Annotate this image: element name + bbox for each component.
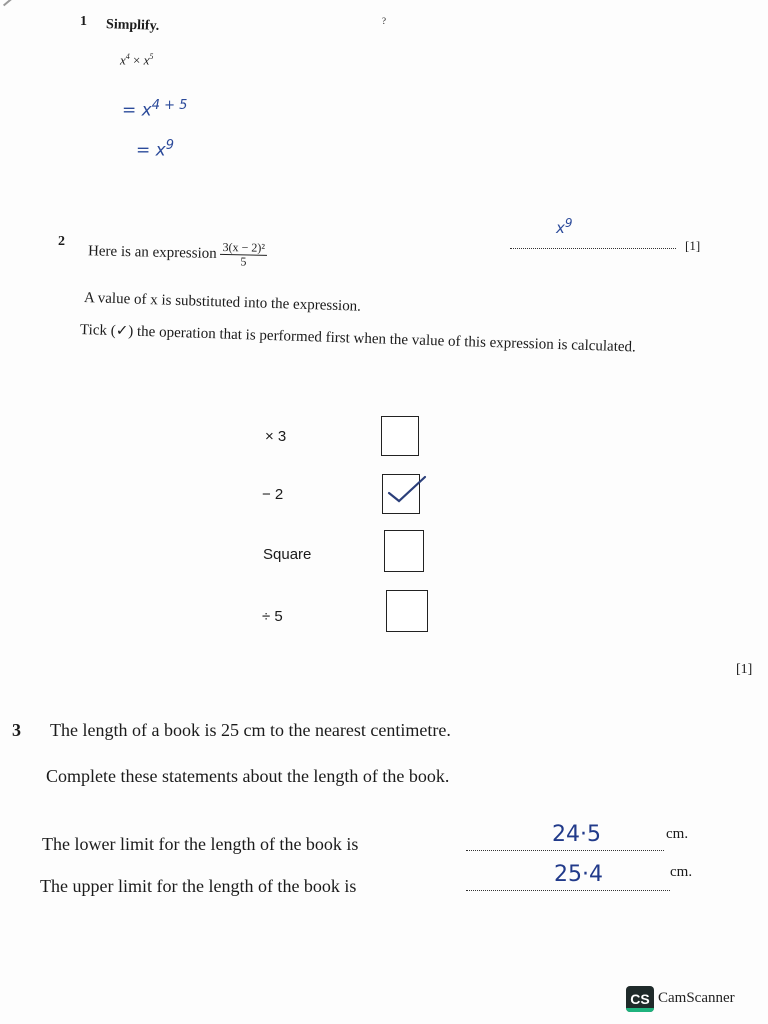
- q3-upper-answer-line[interactable]: [466, 862, 670, 891]
- corner-mark: [3, 0, 15, 6]
- q3-lower-answer: 24·5: [552, 822, 601, 847]
- q2-option-box-divide5[interactable]: [386, 590, 428, 632]
- q2-option-box-times3[interactable]: [381, 416, 419, 456]
- q1-working-line2: = $x^9$: [136, 138, 174, 161]
- q1-working-line1: = $x^{4 + 5}$: [122, 98, 188, 121]
- q3-number: 3: [12, 720, 21, 740]
- q3-lower-answer-line[interactable]: [466, 822, 664, 851]
- q3-upper-answer: 25·4: [554, 862, 603, 887]
- q2-option-box-minus2[interactable]: [382, 474, 420, 514]
- q2-line2: A value of x is substituted into the expression.: [83, 290, 362, 315]
- q1-answer: $x^9$: [556, 216, 573, 237]
- q1-number: 1: [80, 14, 87, 29]
- camscanner-brand: CamScanner: [658, 990, 735, 1006]
- q3-lower-label: The lower limit for the length of the book is: [42, 834, 359, 854]
- q3-upper-label: The upper limit for the length of the book is: [40, 876, 357, 896]
- q2-fraction: $\frac{\text{3(x − 2)²}}{5}$: [220, 241, 267, 269]
- q2-number: 2: [58, 234, 65, 249]
- q2-line3: Tick (✓) the operation that is performed first when the value of this expression is calculated.: [79, 322, 637, 356]
- q1-instruction: Simplify.: [105, 17, 160, 34]
- q2-intro: Here is an expression $\frac{\text{3(x − 2)²}}{5}$: [87, 239, 266, 269]
- q2-option-label-divide5: ÷ 5: [262, 608, 283, 625]
- q2-option-label-square: Square: [263, 546, 312, 563]
- q1-expression: $x^4 \times x^5$: [120, 52, 154, 68]
- tick-icon: [383, 469, 427, 509]
- q2-option-label-minus2: − 2: [262, 486, 284, 503]
- q3-upper-unit: cm.: [670, 864, 693, 880]
- camscanner-logo-accent: [626, 1008, 654, 1012]
- header-mark: ?: [382, 16, 386, 26]
- q3-line2: Complete these statements about the length of the book.: [46, 766, 450, 786]
- camscanner-logo: CS: [626, 986, 654, 1012]
- q2-option-box-square[interactable]: [384, 530, 424, 572]
- q3-lower-unit: cm.: [666, 826, 689, 842]
- q3-line1: The length of a book is 25 cm to the nearest centimetre.: [50, 720, 451, 740]
- q2-mark: [1]: [736, 662, 753, 677]
- q1-answer-line[interactable]: [510, 216, 676, 249]
- q1-mark: [1]: [685, 238, 701, 253]
- q2-option-label-times3: × 3: [265, 428, 287, 445]
